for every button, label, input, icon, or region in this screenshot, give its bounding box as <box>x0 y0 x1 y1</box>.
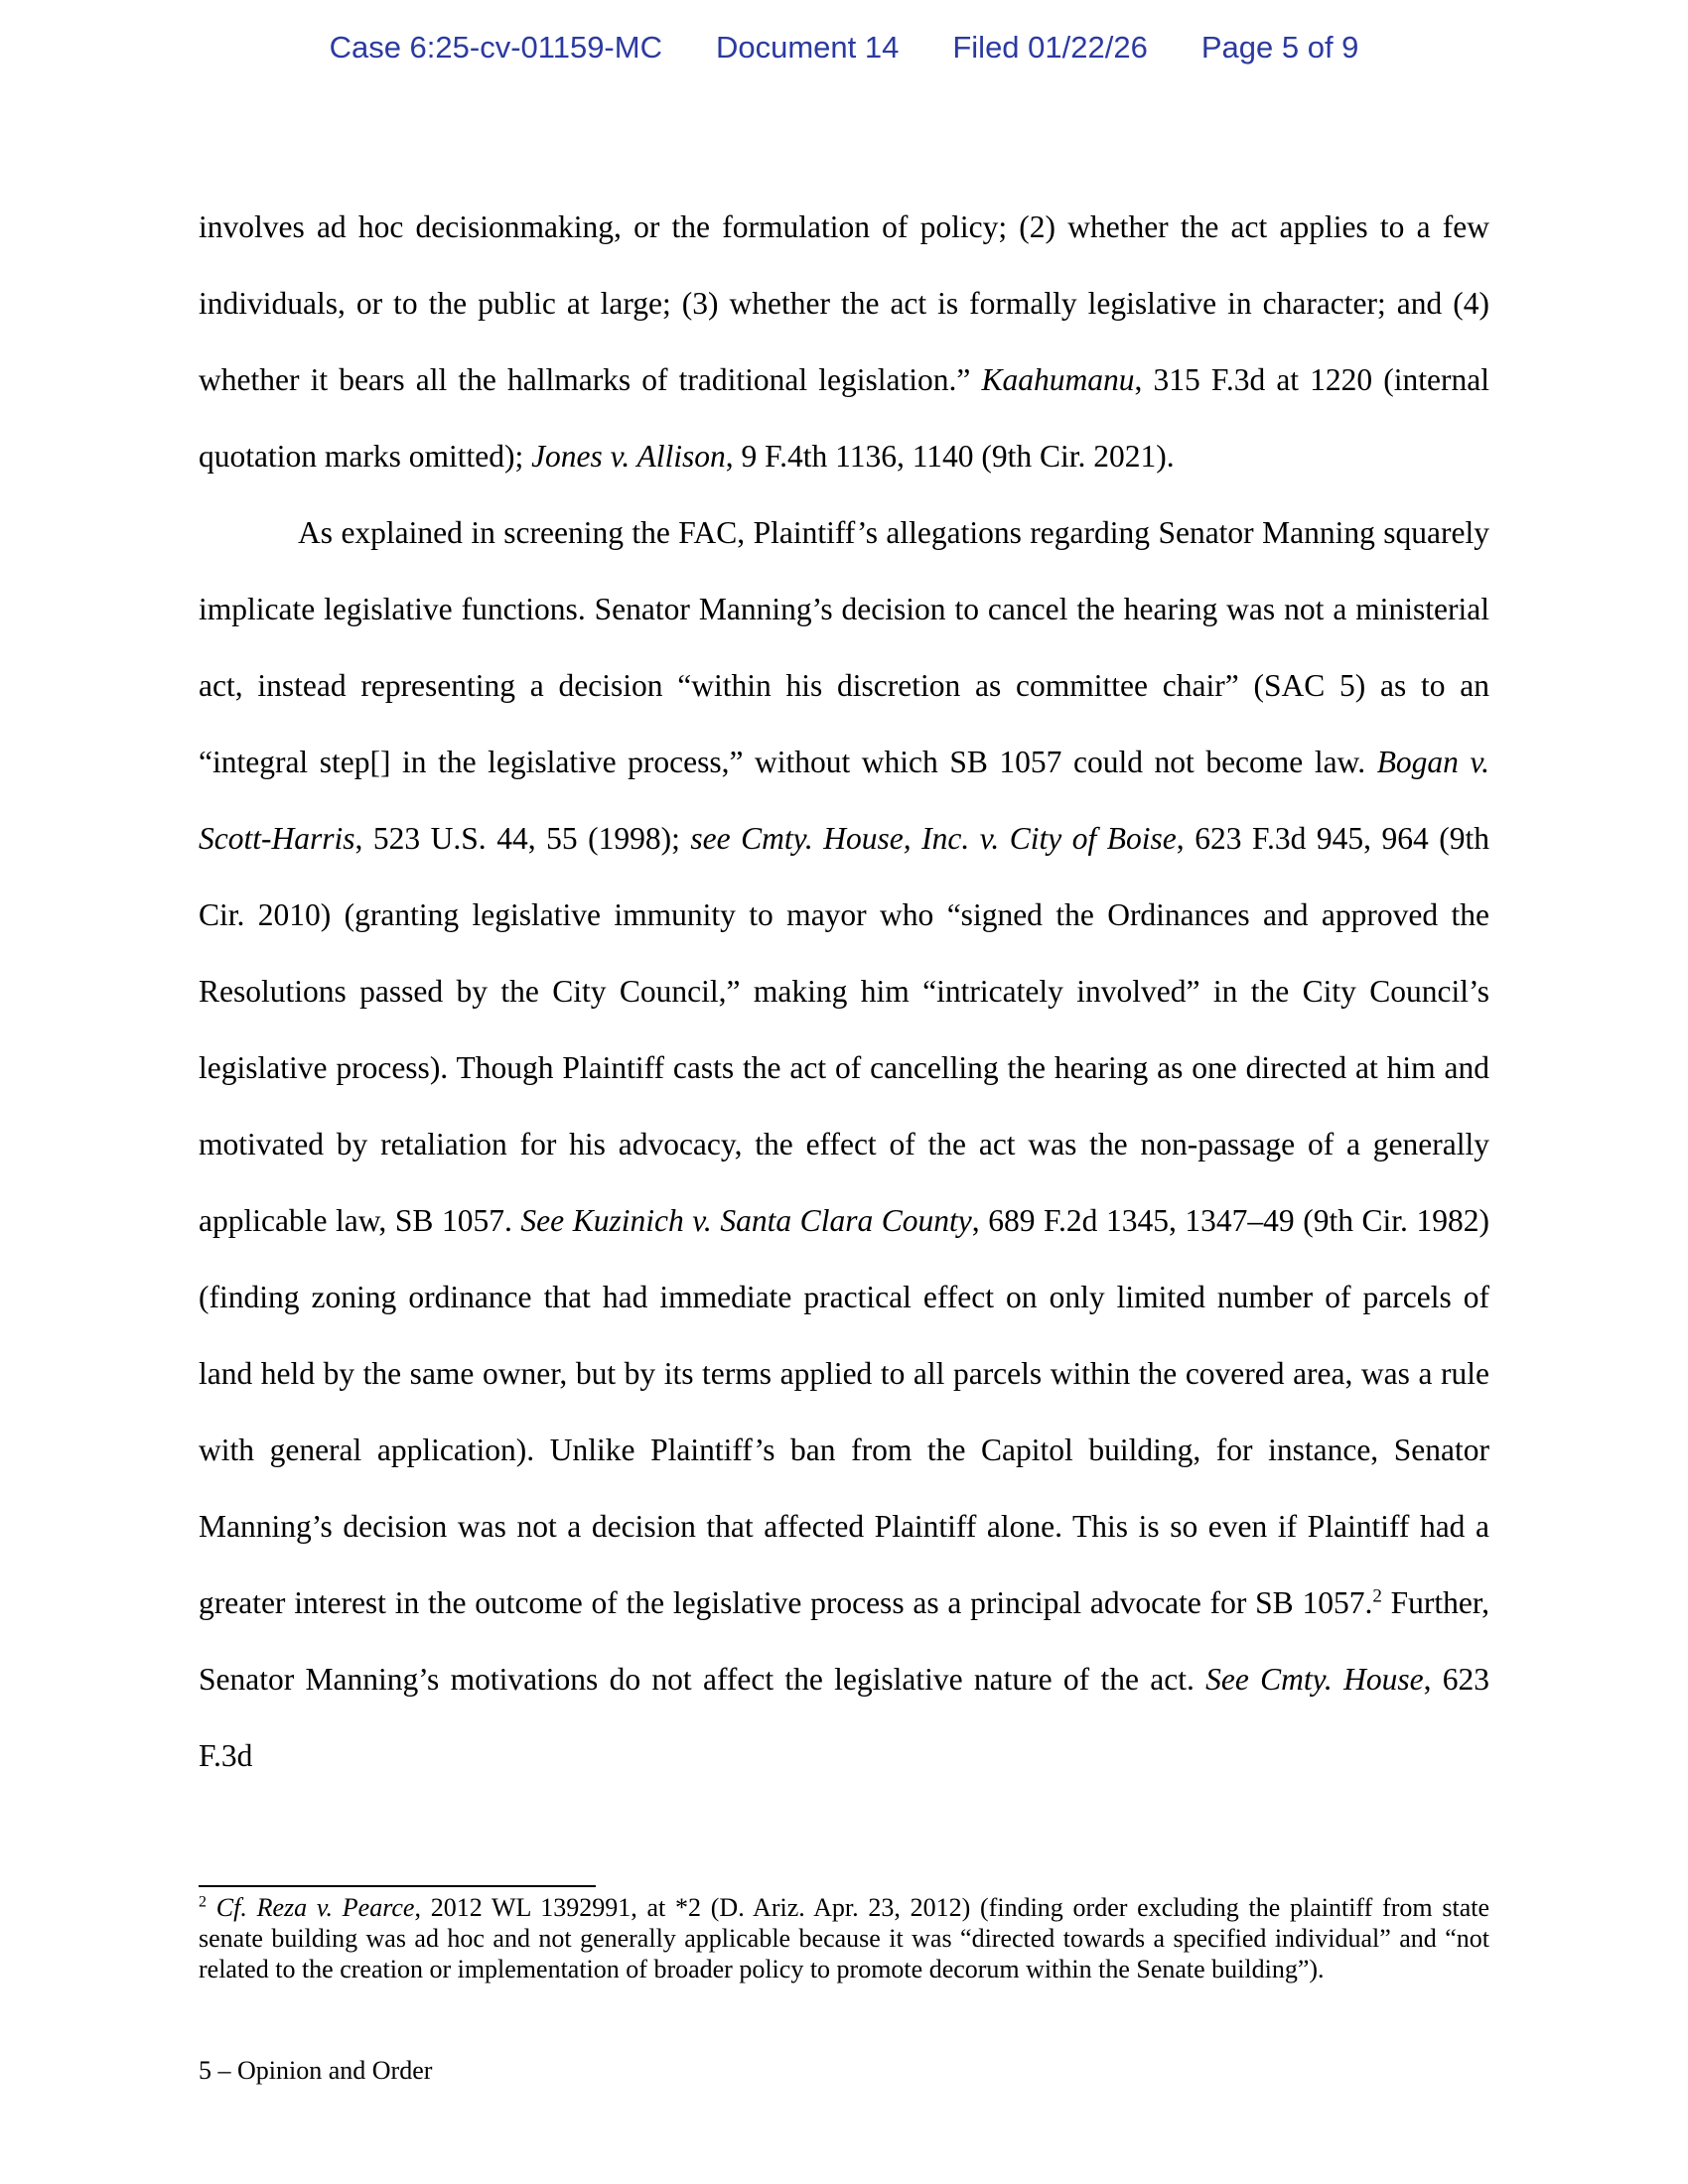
filed-date: Filed 01/22/26 <box>952 30 1148 65</box>
text-run: As explained in screening the FAC, Plaintiff’s allegations regarding Senator Manning squarely implicate legislative functions. Senator Manning’s decision to cancel the hearing was not a ministerial act, instead representing a decision “within his discretion as committee chair” (SAC 5) as to an “integral step[] in the legislative process,” without which SB 1057 could not become law. <box>199 515 1489 779</box>
case-citation: See Kuzinich v. Santa Clara County <box>520 1203 972 1238</box>
case-citation: See Cmty. House <box>1205 1662 1424 1697</box>
case-citation: Bogan v. Scott-Harris <box>199 745 1490 856</box>
text-run: , 2012 WL 1392991, at *2 (D. Ariz. Apr. 23, 2012) (finding order excluding the plaintiff from state senate building was ad hoc and not generally applicable because it was “directed towards a specified individual” and “not related to the creation or implementation of broader policy to promote decorum within the Senate building”). <box>199 1893 1489 1983</box>
case-number: Case 6:25-cv-01159-MC <box>329 30 662 65</box>
text-run: , 9 F.4th 1136, 1140 (9th Cir. 2021). <box>725 439 1175 474</box>
case-citation: Jones v. Allison <box>531 439 726 474</box>
page-indicator: Page 5 of 9 <box>1200 30 1359 65</box>
paragraph-analysis <box>199 494 1489 1794</box>
text-run: , 315 F.3d at 1220 (internal quotation marks omitted); <box>199 362 1489 474</box>
document-number: Document 14 <box>715 30 900 65</box>
footnote-number: 2 <box>199 1893 207 1911</box>
text-run: , 623 F.3d 945, 964 (9th Cir. 2010) (granting legislative immunity to mayor who “signed the Ordinances and approved the Resolutions passed by the City Council,” making him “intricately involved” in the City Council’s legislative process). Though Plaintiff casts the act of cancelling the hearing as one directed at him and motivated by retaliation for his advocacy, the effect of the act was the non-passage of a generally applicable law, SB 1057. <box>199 821 1489 1238</box>
case-citation: Kaahumanu <box>981 362 1135 397</box>
opinion-body <box>199 189 1489 1794</box>
footnote <box>199 1892 1489 1984</box>
text-run: Further, Senator Manning’s motivations do not affect the legislative nature of the act. <box>199 1585 1489 1697</box>
ecf-filing-header <box>0 30 1688 66</box>
case-citation: see Cmty. House, Inc. v. City of Boise <box>690 821 1177 856</box>
text-run: , 623 F.3d <box>199 1662 1490 1773</box>
text-run: , 689 F.2d 1345, 1347–49 (9th Cir. 1982) (finding zoning ordinance that had immediate practical effect on only limited number of parcels of land held by the same owner, but by its terms applied to all parcels within the covered area, was a rule with general application). Unlike Plaintiff’s ban from the Capitol building, for instance, Senator Manning’s decision was not a decision that affected Plaintiff alone. This is so even if Plaintiff had a greater interest in the outcome of the legislative process as a principal advocate for SB 1057. <box>199 1203 1489 1620</box>
footnote-reference[interactable]: 2 <box>1372 1585 1382 1607</box>
case-citation: Cf. Reza v. Pearce <box>215 1893 415 1922</box>
text-run: involves ad hoc decisionmaking, or the formulation of policy; (2) whether the act applies to a few individuals, or to the public at large; (3) whether the act is formally legislative in character; and (4) whether it bears all the hallmarks of traditional legislation.” <box>199 209 1489 397</box>
text-run: , 523 U.S. 44, 55 (1998); <box>354 821 691 856</box>
paragraph-continued <box>199 189 1489 494</box>
footnote-divider <box>199 1885 596 1887</box>
page-footer: 5 – Opinion and Order <box>199 2056 433 2085</box>
